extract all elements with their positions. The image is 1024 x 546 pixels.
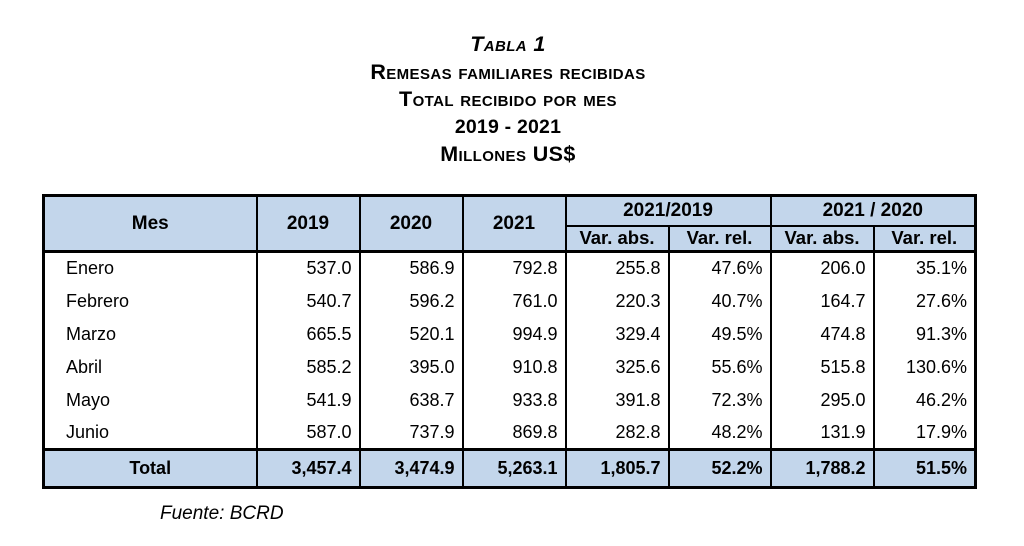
cell-var-rel-2020: 46.2% <box>874 384 976 417</box>
header-var-abs-2019: Var. abs. <box>566 226 669 252</box>
cell-month: Junio <box>44 417 257 450</box>
header-2021: 2021 <box>463 196 566 252</box>
cell-var-rel-2020: 17.9% <box>874 417 976 450</box>
table-title-block <box>42 31 974 169</box>
cell-2020: 638.7 <box>360 384 463 417</box>
cell-total-var-rel-2020: 51.5% <box>874 450 976 488</box>
header-var-abs-2020: Var. abs. <box>771 226 874 252</box>
cell-var-abs-2019: 220.3 <box>566 285 669 318</box>
cell-var-abs-2020: 295.0 <box>771 384 874 417</box>
header-2021-vs-2020: 2021 / 2020 <box>771 196 976 226</box>
table-row-marzo <box>44 318 976 351</box>
cell-2021: 910.8 <box>463 351 566 384</box>
cell-var-abs-2020: 206.0 <box>771 252 874 285</box>
cell-2021: 994.9 <box>463 318 566 351</box>
cell-var-abs-2019: 329.4 <box>566 318 669 351</box>
table-number-title: Tabla 1 <box>470 32 546 56</box>
cell-2021: 869.8 <box>463 417 566 450</box>
cell-2020: 586.9 <box>360 252 463 285</box>
remittances-table <box>42 194 977 489</box>
cell-var-abs-2020: 474.8 <box>771 318 874 351</box>
cell-total-2019: 3,457.4 <box>257 450 360 488</box>
cell-var-abs-2019: 325.6 <box>566 351 669 384</box>
cell-var-rel-2020: 91.3% <box>874 318 976 351</box>
cell-var-rel-2020: 35.1% <box>874 252 976 285</box>
cell-2020: 395.0 <box>360 351 463 384</box>
header-mes: Mes <box>44 196 257 252</box>
cell-var-abs-2020: 164.7 <box>771 285 874 318</box>
cell-2021: 792.8 <box>463 252 566 285</box>
header-2021-vs-2019: 2021/2019 <box>566 196 771 226</box>
cell-var-abs-2019: 282.8 <box>566 417 669 450</box>
cell-var-rel-2020: 27.6% <box>874 285 976 318</box>
cell-2021: 761.0 <box>463 285 566 318</box>
cell-2019: 665.5 <box>257 318 360 351</box>
title-total-por-mes: Total recibido por mes <box>399 87 617 111</box>
cell-2020: 596.2 <box>360 285 463 318</box>
table-row-junio <box>44 417 976 450</box>
cell-month: Mayo <box>44 384 257 417</box>
cell-var-rel-2019: 40.7% <box>669 285 771 318</box>
cell-var-rel-2019: 48.2% <box>669 417 771 450</box>
cell-2020: 737.9 <box>360 417 463 450</box>
cell-month: Enero <box>44 252 257 285</box>
cell-var-abs-2020: 131.9 <box>771 417 874 450</box>
cell-var-abs-2019: 391.8 <box>566 384 669 417</box>
cell-2019: 585.2 <box>257 351 360 384</box>
table-row-mayo <box>44 384 976 417</box>
cell-2019: 540.7 <box>257 285 360 318</box>
cell-2019: 541.9 <box>257 384 360 417</box>
title-remesas: Remesas familiares recibidas <box>370 59 646 84</box>
cell-2021: 933.8 <box>463 384 566 417</box>
cell-var-rel-2019: 47.6% <box>669 252 771 285</box>
table-row-enero <box>44 252 976 285</box>
table-header-row-1 <box>44 196 976 226</box>
cell-total-var-abs-2020: 1,788.2 <box>771 450 874 488</box>
table-row-abril <box>44 351 976 384</box>
cell-total-var-rel-2019: 52.2% <box>669 450 771 488</box>
cell-var-rel-2019: 72.3% <box>669 384 771 417</box>
source-note: Fuente: BCRD <box>160 503 284 524</box>
cell-month: Febrero <box>44 285 257 318</box>
cell-month: Marzo <box>44 318 257 351</box>
cell-total-label: Total <box>44 450 257 488</box>
table-row-total <box>44 450 976 488</box>
header-2020: 2020 <box>360 196 463 252</box>
cell-var-rel-2019: 49.5% <box>669 318 771 351</box>
cell-var-abs-2019: 255.8 <box>566 252 669 285</box>
title-year-range: 2019 - 2021 <box>454 115 562 138</box>
cell-month: Abril <box>44 351 257 384</box>
cell-var-abs-2020: 515.8 <box>771 351 874 384</box>
cell-2020: 520.1 <box>360 318 463 351</box>
cell-total-var-abs-2019: 1,805.7 <box>566 450 669 488</box>
header-2019: 2019 <box>257 196 360 252</box>
cell-2019: 587.0 <box>257 417 360 450</box>
table-row-febrero <box>44 285 976 318</box>
cell-total-2021: 5,263.1 <box>463 450 566 488</box>
cell-var-rel-2019: 55.6% <box>669 351 771 384</box>
header-var-rel-2019: Var. rel. <box>669 226 771 252</box>
cell-var-rel-2020: 130.6% <box>874 351 976 384</box>
header-var-rel-2020: Var. rel. <box>874 226 976 252</box>
cell-2019: 537.0 <box>257 252 360 285</box>
cell-total-2020: 3,474.9 <box>360 450 463 488</box>
title-units: Millones US$ <box>440 142 576 166</box>
